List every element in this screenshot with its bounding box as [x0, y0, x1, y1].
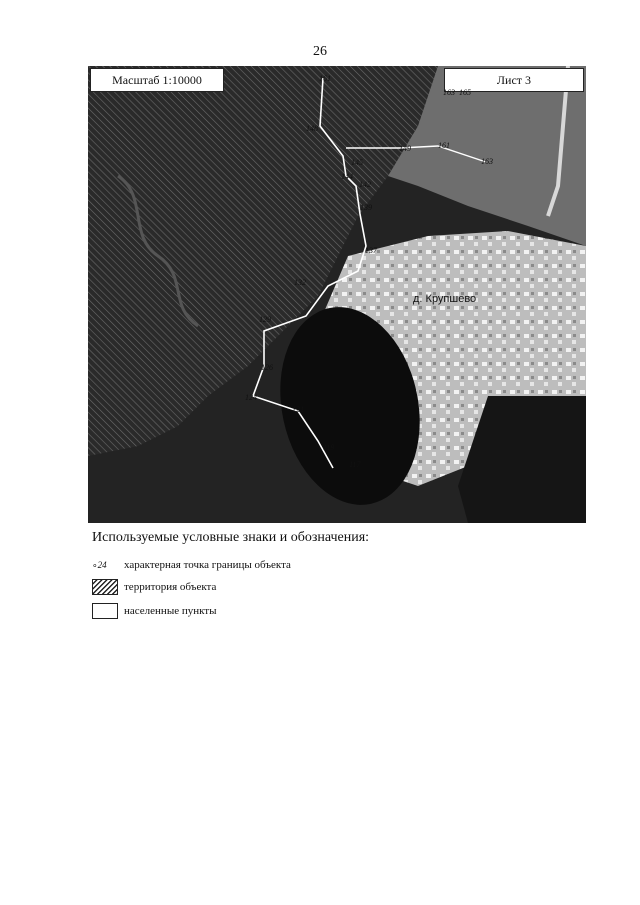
legend-item-settlements — [92, 603, 217, 619]
scale-label: Масштаб 1:10000 — [90, 68, 224, 92]
aerial-map — [88, 66, 586, 523]
boundary-point-label: 117 — [349, 460, 361, 469]
boundary-point-icon: ∘ 24 — [92, 559, 107, 570]
aerial-map-image — [88, 66, 586, 523]
empty-box-icon — [92, 603, 118, 619]
boundary-point-label: 126 — [261, 363, 273, 372]
boundary-point-label: 163 — [481, 157, 493, 166]
boundary-point-label: 121 — [292, 405, 304, 414]
boundary-point-label: 129 — [259, 315, 271, 324]
boundary-point-label: 132 — [294, 278, 306, 287]
legend-item-boundary-point — [92, 557, 291, 573]
boundary-point-label: 149 — [399, 144, 411, 153]
legend-label: населенные пункты — [124, 605, 217, 617]
boundary-point-label: 119 — [323, 443, 335, 452]
legend-point-number: 24 — [97, 560, 107, 570]
boundary-point-label: 144 — [341, 172, 353, 181]
boundary-point-label: 161 — [438, 141, 450, 150]
boundary-point-label: 142 — [359, 180, 371, 189]
legend-item-territory — [92, 579, 216, 595]
boundary-point-label: 148 — [306, 124, 318, 133]
legend-label: характерная точка границы объекта — [124, 559, 291, 571]
sheet-label: Лист 3 — [444, 68, 584, 92]
boundary-point-label: 161 — [319, 74, 331, 83]
village-label: д. Крупшево — [413, 293, 477, 305]
hatch-pattern-icon — [92, 579, 118, 595]
boundary-point-label: 165 — [459, 88, 471, 97]
boundary-point-label: 124 — [245, 393, 257, 402]
boundary-point-label: 139 — [360, 203, 372, 212]
boundary-point-label: 145 — [351, 158, 363, 167]
page-number: 26 — [313, 44, 327, 59]
legend-title: Используемые условные знаки и обозначения: — [92, 530, 370, 545]
legend-label: территория объекта — [124, 581, 217, 593]
boundary-point-label: 163 — [443, 88, 455, 97]
boundary-point-label: 137 — [365, 246, 377, 255]
